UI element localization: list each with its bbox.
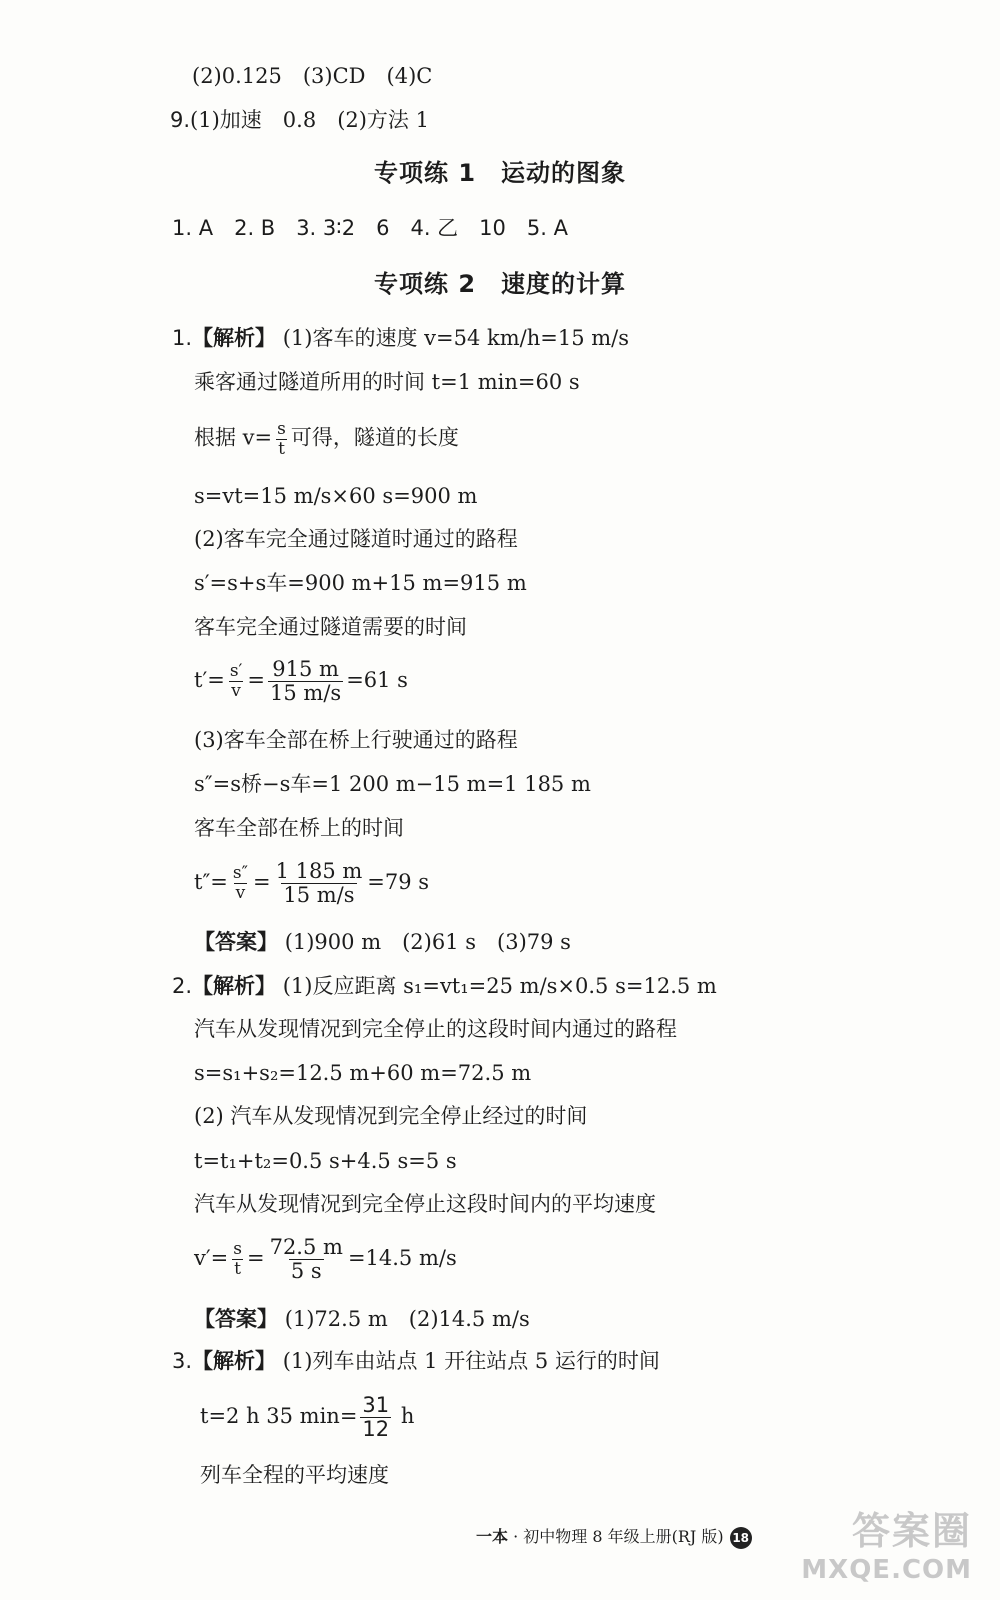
q2-answer xyxy=(194,1309,530,1330)
formula-prefix: t=2 h 35 min= xyxy=(200,1404,358,1429)
q3-header xyxy=(172,1351,660,1372)
formula-prefix: v′= xyxy=(194,1246,229,1271)
numerator: 915 m xyxy=(272,657,339,681)
q1-line-4: s=vt=15 m/s×60 s=900 m xyxy=(194,484,478,508)
denominator: v xyxy=(231,681,241,702)
equals-sign: = xyxy=(252,870,271,895)
q2-answer-text: (1)72.5 m (2)14.5 m/s xyxy=(284,1307,530,1331)
answer-tag: 【答案】 xyxy=(194,1307,278,1331)
numerator: s xyxy=(233,1239,242,1260)
q3-line-3: 列车全程的平均速度 xyxy=(200,1463,389,1487)
fraction xyxy=(275,420,288,458)
denominator: 12 xyxy=(362,1417,390,1442)
fraction xyxy=(231,1240,244,1278)
formula-suffix: h xyxy=(394,1404,415,1429)
formula-suffix: 可得，隧道的长度 xyxy=(290,425,459,450)
denominator: v xyxy=(235,883,246,904)
q2-line-6: 汽车从发现情况到完全停止这段时间内的平均速度 xyxy=(194,1192,656,1216)
q1-line-2: 乘客通过隧道所用的时间 t=1 min=60 s xyxy=(194,370,580,394)
section-title-1: 专项练 1 运动的图象 xyxy=(373,159,627,187)
q1-line-11: 客车全部在桥上的时间 xyxy=(194,816,404,840)
fraction xyxy=(360,1394,391,1441)
section1-answers: 1. A 2. B 3. 3∶2 6 4. 乙 10 5. A xyxy=(172,216,568,240)
question-number: 3. xyxy=(172,1349,193,1373)
section-title-2: 专项练 2 速度的计算 xyxy=(373,270,627,298)
prev-answer-line: (2)0.125 (3)CD (4)C xyxy=(192,64,433,88)
formula-prefix: 根据 v= xyxy=(194,425,273,450)
formula-suffix: =14.5 m/s xyxy=(347,1246,457,1271)
numerator: s′ xyxy=(229,661,243,682)
numerator: s xyxy=(277,419,286,439)
q1-line-10: s″=s桥−s车=1 200 m−15 m=1 185 m xyxy=(194,772,591,796)
numerator: s″ xyxy=(232,863,248,884)
q2-line-2: 汽车从发现情况到完全停止的这段时间内通过的路程 xyxy=(194,1017,677,1041)
q2-line-7 xyxy=(194,1236,457,1283)
brand-name: 一本 xyxy=(476,1527,509,1546)
formula-suffix: =79 s xyxy=(367,870,430,895)
q3-line-2 xyxy=(200,1394,414,1441)
equals-sign: = xyxy=(246,1246,265,1271)
equals-sign: = xyxy=(247,668,266,693)
watermark xyxy=(801,1500,972,1585)
numerator: 1 185 m xyxy=(275,859,363,883)
q3-line-1: (1)列车由站点 1 开往站点 5 运行的时间 xyxy=(282,1349,660,1373)
watermark-line-1: 答案圈 xyxy=(851,1509,972,1553)
prev-answer-9 xyxy=(170,110,429,131)
q2-line-1: (1)反应距离 s₁=vt₁=25 m/s×0.5 s=12.5 m xyxy=(282,974,717,998)
formula-prefix: t″= xyxy=(194,870,228,895)
denominator: t xyxy=(234,1259,242,1280)
denominator: 15 m/s xyxy=(270,681,342,706)
q2-line-4: (2) 汽车从发现情况到完全停止经过的时间 xyxy=(194,1104,588,1128)
watermark-line-2: MXQE.COM xyxy=(801,1555,972,1585)
numerator: 72.5 m xyxy=(269,1235,343,1259)
fraction xyxy=(268,1236,345,1283)
q1-line-6: s′=s+s车=900 m+15 m=915 m xyxy=(194,571,527,595)
q2-line-5: t=t₁+t₂=0.5 s+4.5 s=5 s xyxy=(194,1149,457,1173)
question-number: 1. xyxy=(172,326,193,350)
q1-line-9: (3)客车全部在桥上行驶通过的路程 xyxy=(194,728,518,752)
fraction xyxy=(274,860,365,907)
q2-header xyxy=(172,976,717,997)
denominator: 15 m/s xyxy=(283,883,355,908)
answer-text: (1)加速 0.8 (2)方法 1 xyxy=(190,108,429,132)
q1-line-5: (2)客车完全通过隧道时通过的路程 xyxy=(194,527,518,551)
page-footer xyxy=(476,1524,752,1549)
question-number: 2. xyxy=(172,974,193,998)
fraction xyxy=(231,864,250,902)
q2-line-3: s=s₁+s₂=12.5 m+60 m=72.5 m xyxy=(194,1061,532,1085)
q1-answer-text: (1)900 m (2)61 s (3)79 s xyxy=(284,930,571,954)
q1-line-7: 客车完全通过隧道需要的时间 xyxy=(194,615,467,639)
page-number: 18 xyxy=(730,1527,752,1549)
q1-header xyxy=(172,328,629,349)
denominator: t xyxy=(278,438,285,459)
q1-line-8 xyxy=(194,658,408,705)
answer-tag: 【答案】 xyxy=(194,930,278,954)
denominator: 5 s xyxy=(290,1259,322,1284)
q1-line-1: (1)客车的速度 v=54 km/h=15 m/s xyxy=(282,326,630,350)
footer-text: · 初中物理 8 年级上册(RJ 版) xyxy=(508,1527,724,1546)
analysis-tag: 【解析】 xyxy=(192,974,277,998)
analysis-tag: 【解析】 xyxy=(192,1349,277,1373)
formula-suffix: =61 s xyxy=(346,668,408,693)
q1-answer xyxy=(194,932,571,953)
q1-line-12 xyxy=(194,860,429,907)
numerator: 31 xyxy=(362,1393,390,1417)
formula-prefix: t′= xyxy=(194,668,225,693)
fraction xyxy=(268,658,343,705)
q1-line-3 xyxy=(194,420,459,458)
question-number: 9. xyxy=(170,108,191,132)
fraction xyxy=(228,662,245,700)
analysis-tag: 【解析】 xyxy=(192,326,277,350)
